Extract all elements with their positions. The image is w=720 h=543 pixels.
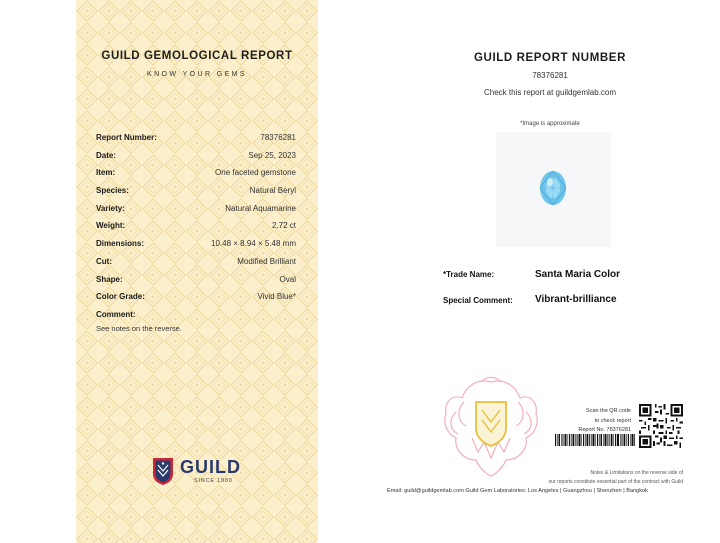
- comment-note: See notes on the reverse.: [96, 324, 182, 333]
- field-label: Date:: [96, 150, 117, 160]
- field-color-grade: [96, 292, 296, 310]
- special-comment-value: Vibrant-brilliance: [535, 294, 617, 305]
- field-label: Species:: [96, 186, 129, 196]
- shield-icon: [152, 456, 174, 486]
- field-value: Natural Beryl: [249, 186, 296, 196]
- field-label: Shape:: [96, 274, 123, 284]
- field-value: 10.48 × 8.94 × 5.48 mm: [211, 239, 296, 249]
- check-report-text: Check this report at guildgemlab.com: [483, 88, 617, 97]
- report-back-panel: [330, 0, 720, 543]
- field-weight: [96, 221, 296, 239]
- field-value: Modified Brilliant: [237, 256, 296, 266]
- report-front-panel: [76, 0, 318, 543]
- field-label: Cut:: [96, 256, 112, 266]
- special-comment-label: Special Comment:: [443, 296, 513, 305]
- field-species: [96, 186, 296, 204]
- field-label: Variety:: [96, 203, 125, 213]
- barcode-icon: [555, 434, 635, 446]
- scan-qr-text: [541, 407, 631, 436]
- notes-limitations: [463, 469, 683, 486]
- trade-name-label: *Trade Name:: [443, 270, 495, 279]
- report-subtitle: KNOW YOUR GEMS: [147, 71, 247, 78]
- field-item: [96, 168, 296, 186]
- guild-seal-icon: [438, 372, 544, 480]
- field-label: Report Number:: [96, 133, 157, 142]
- report-title: GUILD GEMOLOGICAL REPORT: [101, 50, 293, 62]
- report-number-title: GUILD REPORT NUMBER: [474, 52, 626, 64]
- field-dimensions: [96, 239, 296, 257]
- trade-name-value: Santa Maria Color: [535, 269, 621, 280]
- field-label: Item:: [96, 168, 116, 178]
- scan-line-1: Scan the QR code: [586, 408, 631, 414]
- field-report-number: [96, 133, 296, 151]
- logo-since: SINCE 1980: [194, 478, 233, 484]
- guild-logo: [152, 456, 252, 488]
- gem-image: [496, 132, 611, 247]
- field-shape: [96, 275, 296, 293]
- field-value: Natural Aquamarine: [225, 203, 296, 213]
- image-approx-note: *Image is approximate: [520, 121, 580, 127]
- field-value: 78376281: [260, 133, 296, 142]
- gemstone-icon: [539, 170, 567, 206]
- field-value: Oval: [279, 274, 296, 284]
- notes-line-1: Notes & Limitations on the reverse side of: [590, 470, 683, 476]
- logo-wordmark: GUILD: [180, 457, 241, 477]
- field-value: One faceted gemstone: [215, 168, 296, 178]
- field-variety: [96, 204, 296, 222]
- field-value: Sep 25, 2023: [248, 150, 296, 160]
- notes-line-2: our reports constitute essential part of the contract with Guild: [548, 478, 683, 485]
- report-fields: [96, 133, 296, 328]
- scan-line-3: Report No. 78376281: [578, 427, 631, 433]
- field-value: Vivid Blue*: [257, 292, 296, 302]
- field-value: 2.72 ct: [271, 221, 296, 231]
- field-label: Weight:: [96, 221, 126, 231]
- field-label: Comment:: [96, 309, 136, 319]
- footer-contact: Email: guild@guildgemlab.com Guild Gem Laboratories: Los Angeles | Guangzhou | Shenzhen | Bangkok: [387, 488, 648, 494]
- field-cut: [96, 257, 296, 275]
- field-label: Dimensions:: [96, 239, 145, 249]
- field-label: Color Grade:: [96, 292, 145, 302]
- report-number: 78376281: [532, 71, 568, 80]
- qr-code-icon: [639, 404, 683, 448]
- scan-line-2: to check report: [594, 417, 631, 424]
- field-date: [96, 151, 296, 169]
